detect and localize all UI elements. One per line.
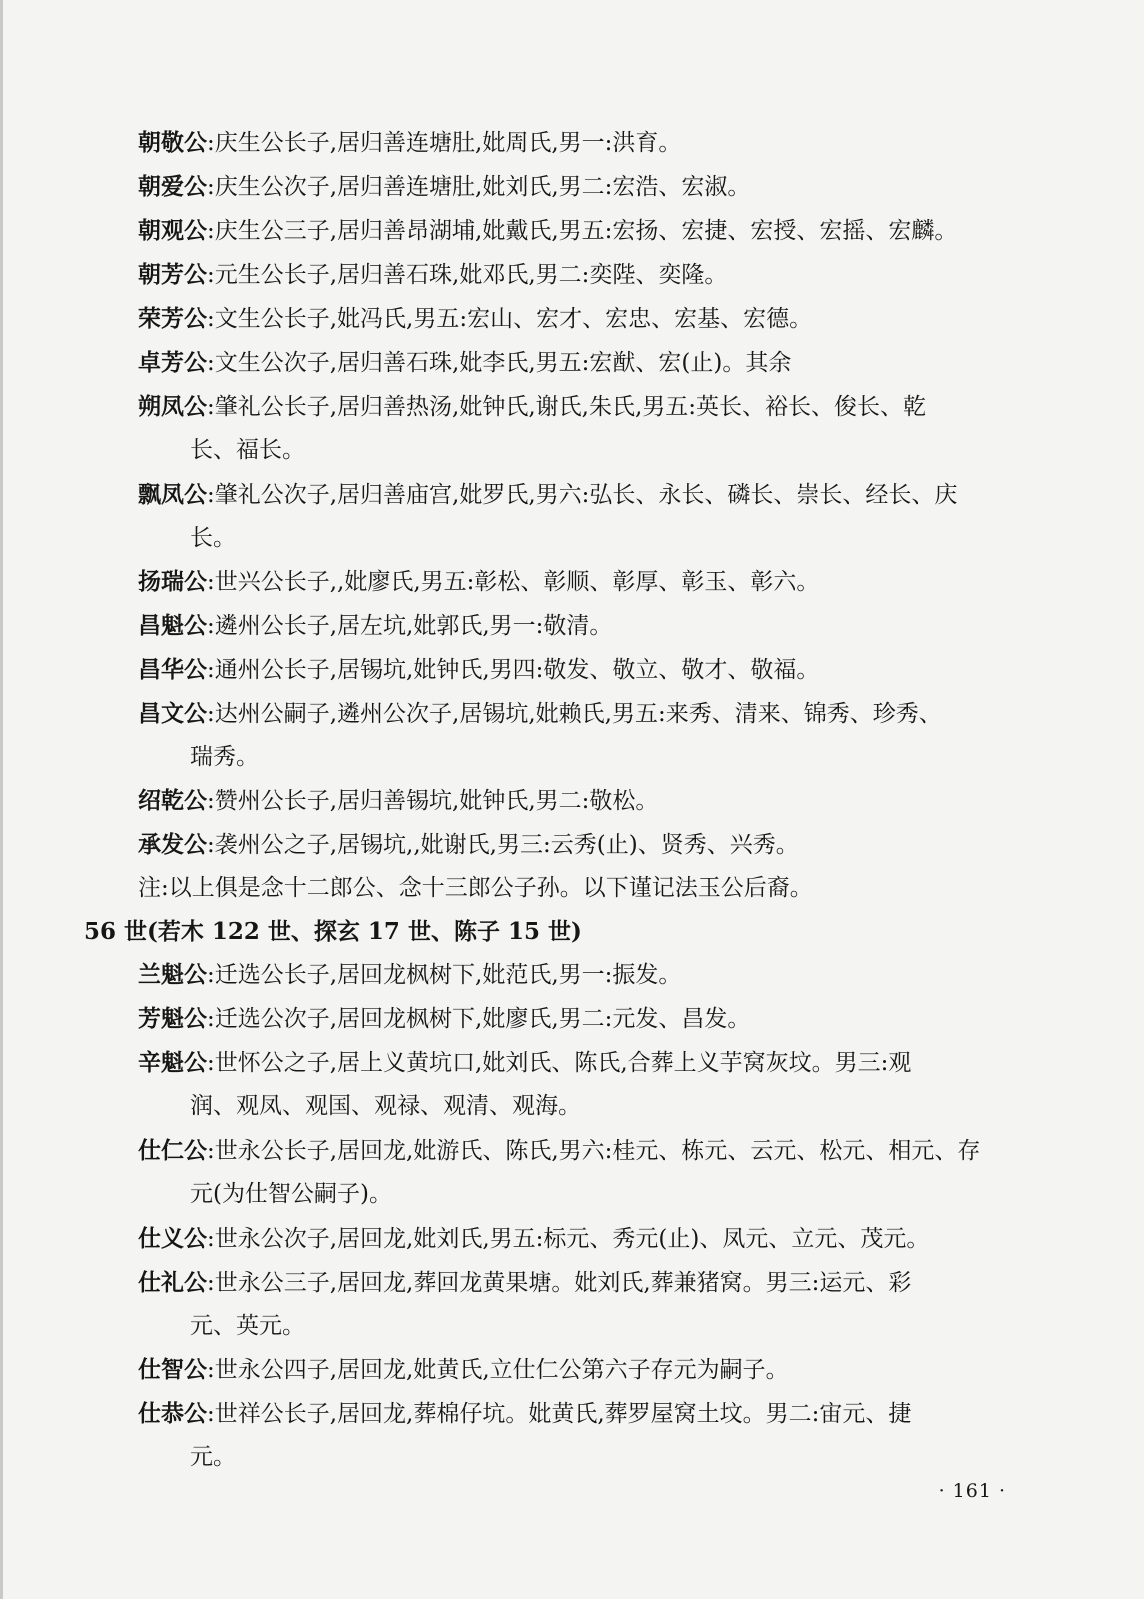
entry-shili — [138, 1261, 1048, 1348]
entry-lankui — [138, 953, 1048, 997]
page-number: · 161 · — [938, 1480, 1006, 1502]
entry-chaoguan — [138, 209, 1048, 253]
entry-text: :庆生公三子,居归善昂湖埔,妣戴氏,男五:宏扬、宏捷、宏授、宏摇、宏麟。 — [207, 218, 958, 244]
entry-continuation: 长、福长。 — [190, 437, 305, 463]
entry-name: 仕仁公 — [138, 1137, 207, 1164]
entry-chaojing — [138, 121, 1048, 165]
entry-text: :赞州公长子,居归善锡坑,妣钟氏,男二:敬松。 — [207, 788, 659, 814]
entry-name: 朝观公 — [138, 217, 207, 244]
entry-text: :世永公四子,居回龙,妣黄氏,立仕仁公第六子存元为嗣子。 — [207, 1357, 789, 1383]
entry-text: :文生公长子,妣冯氏,男五:宏山、宏才、宏忠、宏基、宏德。 — [207, 306, 813, 332]
entry-name: 绍乾公 — [138, 787, 207, 814]
entry-name: 卓芳公 — [138, 349, 207, 376]
entry-piaofeng — [138, 473, 1048, 560]
entry-name: 昌华公 — [138, 656, 207, 683]
entry-text: :世永公长子,居回龙,妣游氏、陈氏,男六:桂元、栋元、云元、松元、相元、存 — [207, 1138, 981, 1164]
entry-name: 芳魁公 — [138, 1005, 207, 1032]
entry-changwen — [138, 692, 1048, 779]
entry-name: 朝芳公 — [138, 261, 207, 288]
entry-name: 仕智公 — [138, 1356, 207, 1383]
entry-name: 昌魁公 — [138, 612, 207, 639]
entry-text: :迁选公长子,居回龙枫树下,妣范氏,男一:振发。 — [207, 962, 682, 988]
generation-heading: 56 世(若木 122 世、探玄 17 世、陈子 15 世) — [84, 918, 582, 945]
entry-rongfang — [138, 297, 1048, 341]
entry-text: :世永公次子,居回龙,妣刘氏,男五:标元、秀元(止)、凤元、立元、茂元。 — [207, 1226, 930, 1252]
entry-name: 朔凤公 — [138, 393, 207, 420]
entry-name: 仕义公 — [138, 1225, 207, 1252]
entry-text: :世永公三子,居回龙,葬回龙黄果塘。妣刘氏,葬兼猪窝。男三:运元、彩 — [207, 1270, 912, 1296]
entry-name: 扬瑞公 — [138, 568, 207, 595]
entry-name: 飘凤公 — [138, 481, 207, 508]
entry-name: 荣芳公 — [138, 305, 207, 332]
entry-text: :元生公长子,居归善石珠,妣邓氏,男二:奕陛、奕隆。 — [207, 262, 728, 288]
entry-text: :袭州公之子,居锡坑,,妣谢氏,男三:云秀(止)、贤秀、兴秀。 — [207, 832, 799, 858]
entry-text: :世兴公长子,,妣廖氏,男五:彰松、彰顺、彰厚、彰玉、彰六。 — [207, 569, 820, 595]
entry-name: 朝爱公 — [138, 173, 207, 200]
entry-shuofeng — [138, 385, 1048, 472]
entry-text: :文生公次子,居归善石珠,妣李氏,男五:宏猷、宏(止)。其余 — [207, 350, 792, 376]
entry-shaoqian — [138, 779, 1048, 823]
entry-text: :肇礼公长子,居归善热汤,妣钟氏,谢氏,朱氏,男五:英长、裕长、俊长、乾 — [207, 394, 927, 420]
entry-text: :达州公嗣子,遴州公次子,居锡坑,妣赖氏,男五:来秀、清来、锦秀、珍秀、 — [207, 701, 942, 727]
entry-continuation: 元、英元。 — [190, 1313, 305, 1339]
entry-fangkui — [138, 997, 1048, 1041]
entry-text: :遴州公长子,居左坑,妣郭氏,男一:敬清。 — [207, 613, 613, 639]
entry-name: 仕礼公 — [138, 1269, 207, 1296]
entry-shigong — [138, 1392, 1048, 1479]
entry-text: :迁选公次子,居回龙枫树下,妣廖氏,男二:元发、昌发。 — [207, 1006, 751, 1032]
entry-chaoai — [138, 165, 1048, 209]
entry-xinkui — [138, 1041, 1048, 1128]
entry-name: 朝敬公 — [138, 129, 207, 156]
entry-shiyi — [138, 1217, 1048, 1261]
entry-continuation: 元。 — [190, 1444, 236, 1470]
entry-text: :通州公长子,居锡坑,妣钟氏,男四:敬发、敬立、敬才、敬福。 — [207, 657, 820, 683]
entry-text: :世怀公之子,居上义黄坑口,妣刘氏、陈氏,合葬上义芋窝灰坟。男三:观 — [207, 1050, 912, 1076]
entry-chaofang — [138, 253, 1048, 297]
entry-chengfa — [138, 823, 1048, 867]
entry-continuation: 长。 — [190, 525, 236, 551]
entry-name: 辛魁公 — [138, 1049, 207, 1076]
entry-changhua — [138, 648, 1048, 692]
entry-changkui — [138, 604, 1048, 648]
entry-continuation: 元(为仕智公嗣子)。 — [190, 1181, 392, 1207]
entry-shiren — [138, 1129, 1048, 1216]
entry-shizhi — [138, 1348, 1048, 1392]
entry-zhuofang — [138, 341, 1048, 385]
entry-name: 兰魁公 — [138, 961, 207, 988]
entry-yangrui — [138, 560, 1048, 604]
entry-continuation: 瑞秀。 — [190, 744, 259, 770]
entry-text: :庆生公长子,居归善连塘肚,妣周氏,男一:洪育。 — [207, 130, 682, 156]
entry-name: 昌文公 — [138, 700, 207, 727]
entry-text: :庆生公次子,居归善连塘肚,妣刘氏,男二:宏浩、宏淑。 — [207, 174, 751, 200]
footnote: 注:以上俱是念十二郎公、念十三郎公子孙。以下谨记法玉公后裔。 — [138, 875, 813, 901]
entry-continuation: 润、观凤、观国、观禄、观清、观海。 — [190, 1093, 581, 1119]
entry-name: 承发公 — [138, 831, 207, 858]
entry-text: :世祥公长子,居回龙,葬棉仔坑。妣黄氏,葬罗屋窝土坟。男二:宙元、捷 — [207, 1401, 912, 1427]
entry-text: :肇礼公次子,居归善庙宫,妣罗氏,男六:弘长、永长、磷长、崇长、经长、庆 — [207, 482, 958, 508]
entry-name: 仕恭公 — [138, 1400, 207, 1427]
